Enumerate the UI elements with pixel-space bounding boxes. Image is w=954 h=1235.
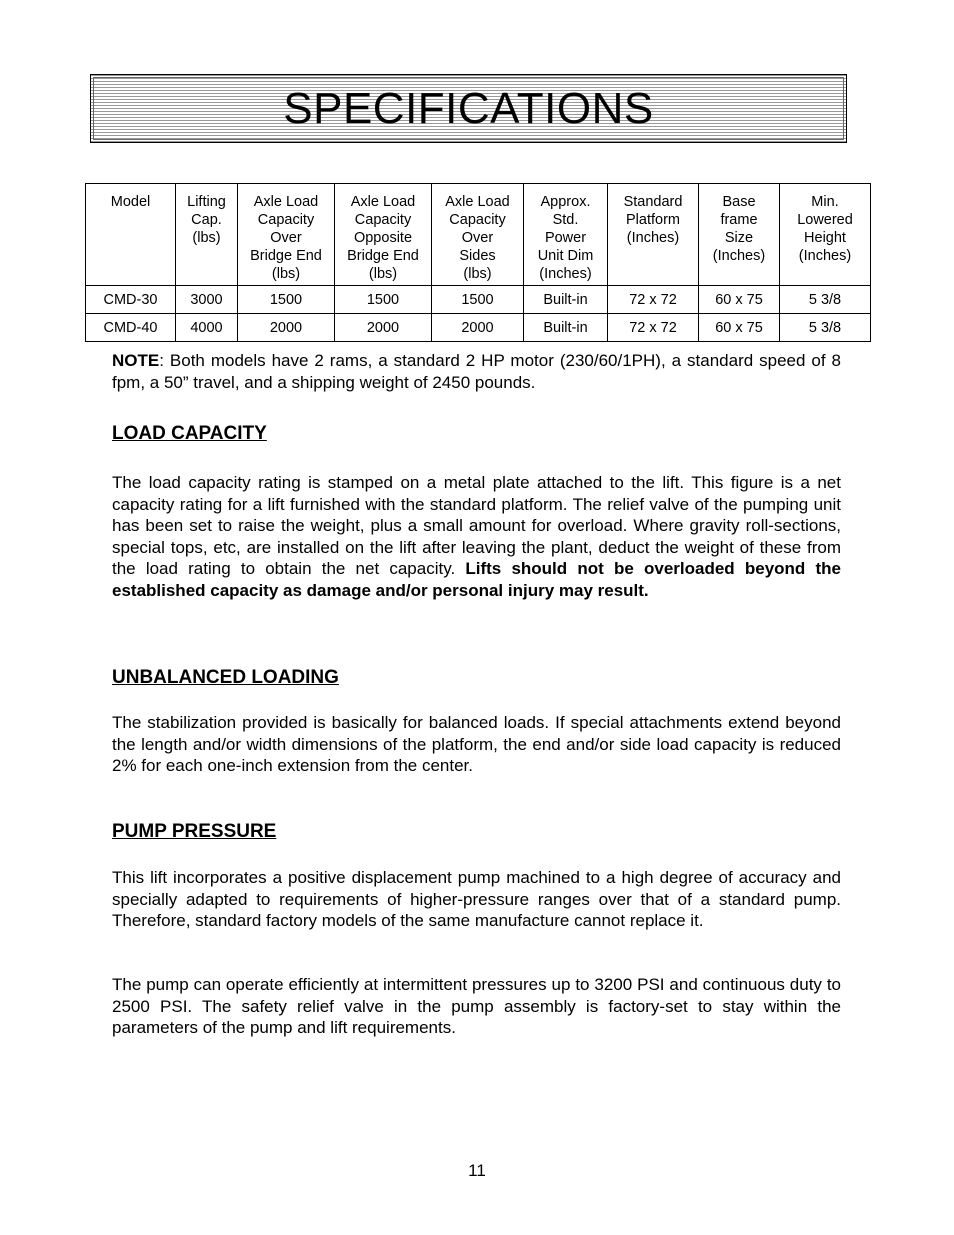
cell-power-unit-dim: Built-in: [524, 314, 608, 342]
header-axle-over-sides: Axle Load Capacity Over Sides (lbs): [432, 184, 524, 286]
load-capacity-warning: Lifts should not be overloaded beyond the established capacity as damage and/or personal injury may result.: [112, 559, 841, 600]
header-lifting-capacity: Lifting Cap. (lbs): [176, 184, 238, 286]
cell-axle-over-sides: 2000: [432, 314, 524, 342]
header-axle-opposite-bridge: Axle Load Capacity Opposite Bridge End (lbs): [335, 184, 432, 286]
cell-min-lowered-height: 5 3/8: [780, 314, 871, 342]
pump-pressure-paragraph-2: The pump can operate efficiently at intermittent pressures up to 3200 PSI and continuous duty to 2500 PSI. The safety relief valve in the pump assembly is factory-set to stay within the parameters of the pump and lift requirements.: [112, 975, 841, 1037]
note-text: : Both models have 2 rams, a standard 2 HP motor (230/60/1PH), a standard speed of 8 fpm, a 50” travel, and a shipping weight of 2450 pounds.: [112, 351, 841, 392]
cell-axle-over-bridge: 2000: [238, 314, 335, 342]
header-model: Model: [86, 184, 176, 286]
header-axle-over-bridge: Axle Load Capacity Over Bridge End (lbs): [238, 184, 335, 286]
cell-axle-over-bridge: 1500: [238, 286, 335, 314]
table-header-row: [86, 184, 871, 286]
cell-axle-over-sides: 1500: [432, 286, 524, 314]
load-capacity-paragraph: [112, 472, 841, 601]
cell-power-unit-dim: Built-in: [524, 286, 608, 314]
note-label: NOTE: [112, 351, 160, 370]
table-row: [86, 286, 871, 314]
cell-model: CMD-40: [86, 314, 176, 342]
cell-axle-opposite-bridge: 1500: [335, 286, 432, 314]
cell-axle-opposite-bridge: 2000: [335, 314, 432, 342]
header-base-frame-size: Base frame Size (Inches): [699, 184, 780, 286]
note-paragraph: [112, 350, 841, 393]
cell-standard-platform: 72 x 72: [608, 314, 699, 342]
specifications-table: [85, 183, 871, 342]
cell-base-frame-size: 60 x 75: [699, 286, 780, 314]
cell-lifting-capacity: 4000: [176, 314, 238, 342]
header-standard-platform: Standard Platform (Inches): [608, 184, 699, 286]
header-power-unit-dim: Approx. Std. Power Unit Dim (Inches): [524, 184, 608, 286]
unbalanced-loading-heading: UNBALANCED LOADING: [112, 667, 339, 688]
table-row: [86, 314, 871, 342]
header-min-lowered-height: Min. Lowered Height (Inches): [780, 184, 871, 286]
pump-pressure-heading: PUMP PRESSURE: [112, 821, 277, 842]
page-title: SPECIFICATIONS: [283, 83, 654, 133]
load-capacity-text: The load capacity rating is stamped on a metal plate attached to the lift. This figure is a net capacity rating for a lift furnished with the standard platform. The relief valve of the pumping unit has been set to raise the weight, plus a small amount for overload. Where gravity roll-sections, special tops, etc, are installed on the lift after leaving the plant, deduct the weight of these from the load rating to obtain the net capacity.: [112, 473, 841, 578]
cell-min-lowered-height: 5 3/8: [780, 286, 871, 314]
page-number: 11: [468, 1161, 486, 1180]
cell-base-frame-size: 60 x 75: [699, 314, 780, 342]
load-capacity-heading: LOAD CAPACITY: [112, 423, 267, 444]
unbalanced-loading-paragraph: The stabilization provided is basically for balanced loads. If special attachments extend beyond the length and/or width dimensions of the platform, the end and/or side load capacity is reduced 2% for each one-inch extension from the center.: [112, 713, 841, 775]
cell-standard-platform: 72 x 72: [608, 286, 699, 314]
cell-model: CMD-30: [86, 286, 176, 314]
pump-pressure-paragraph-1: This lift incorporates a positive displacement pump machined to a high degree of accuracy and specially adapted to requirements of higher-pressure ranges over that of a standard pump. Therefore, standard factory models of the same manufacture cannot replace it.: [112, 868, 841, 930]
cell-lifting-capacity: 3000: [176, 286, 238, 314]
title-banner: [90, 74, 847, 143]
